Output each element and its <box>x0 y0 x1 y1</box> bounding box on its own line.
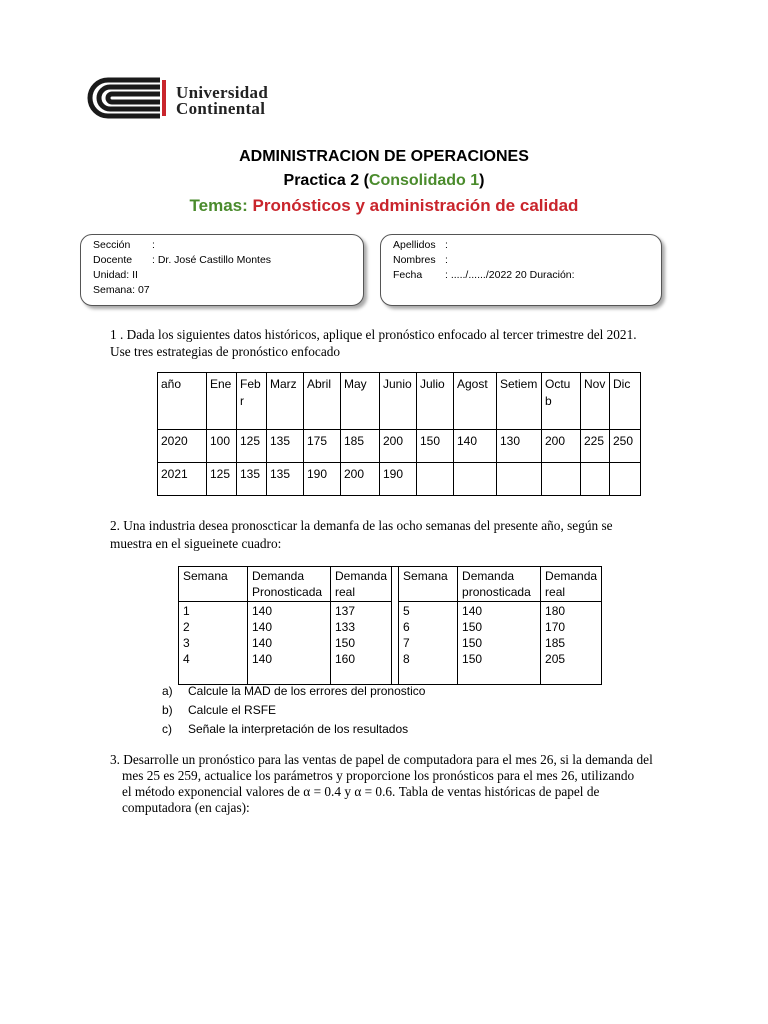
q2-demand-table <box>178 566 602 685</box>
table-cell: 7 <box>403 636 410 650</box>
table-cell: 125 <box>207 463 237 496</box>
q1-line-1: 1 . Dada los siguientes datos históricos, aplique el pronóstico enfocado al tercer trimestre del 2021. <box>110 327 637 342</box>
table-cell: 135 <box>237 463 267 496</box>
list-marker: c) <box>162 722 172 736</box>
seccion-label: Sección <box>93 239 131 251</box>
table-cell: 2021 <box>158 463 207 496</box>
logo-line-1: Universidad <box>176 83 269 102</box>
table-cell <box>581 463 610 496</box>
nombres-label: Nombres <box>393 254 436 266</box>
table-cell: 140 <box>252 636 273 650</box>
table-cell: 130 <box>497 430 542 463</box>
table-cell: 140 <box>252 620 273 634</box>
header-cell: Demanda pronosticada <box>458 567 541 602</box>
topics-text: Pronósticos y administración de calidad <box>247 196 579 215</box>
course-info-box <box>80 234 364 306</box>
header-cell: Demanda real <box>541 567 602 602</box>
table-cell: 2020 <box>158 430 207 463</box>
table-cell: 160 <box>335 652 356 666</box>
table-cell: 140 <box>252 652 273 666</box>
table-cell: 4 <box>183 652 190 666</box>
header-cell: año <box>158 373 207 430</box>
table-cell: 205 <box>545 652 566 666</box>
apellidos-label: Apellidos <box>393 239 436 251</box>
table-cell-pron-left <box>248 602 331 685</box>
table-cell <box>610 463 641 496</box>
table-row <box>158 463 641 496</box>
logo-line-2: Continental <box>176 99 266 118</box>
table-cell-semana-left <box>179 602 248 685</box>
header-cell: Julio <box>417 373 454 430</box>
university-logo <box>86 76 296 122</box>
list-item <box>162 703 276 717</box>
seccion-value: : <box>152 239 155 251</box>
fecha-label: Fecha <box>393 269 423 281</box>
list-marker: a) <box>162 684 173 698</box>
table-cell: 150 <box>462 636 483 650</box>
header-cell: Marz <box>267 373 304 430</box>
table-row <box>179 602 602 685</box>
semana-text: Semana: 07 <box>93 284 150 296</box>
header-cell: Octu b <box>542 373 581 430</box>
fecha-value: : ...../....../2022 20 Duración: <box>445 269 575 281</box>
table-cell: 3 <box>183 636 190 650</box>
apellidos-value: : <box>445 239 448 251</box>
topics-title <box>0 196 768 216</box>
course-title: ADMINISTRACION DE OPERACIONES <box>239 148 529 165</box>
table-cell <box>417 463 454 496</box>
docente-label: Docente <box>93 254 133 266</box>
table-cell: 150 <box>335 636 356 650</box>
table-cell <box>542 463 581 496</box>
table-cell <box>497 463 542 496</box>
table-cell: 180 <box>545 604 566 618</box>
list-marker: b) <box>162 703 173 717</box>
list-item <box>162 722 408 736</box>
table-cell: 150 <box>417 430 454 463</box>
practice-consolidado: Consolidado 1 <box>368 172 480 189</box>
header-cell: Dic <box>610 373 641 430</box>
table-cell: 6 <box>403 620 410 634</box>
table-gap <box>392 567 399 685</box>
header-cell: Nov <box>581 373 610 430</box>
table-cell: 133 <box>335 620 356 634</box>
list-text: Calcule el RSFE <box>188 703 277 717</box>
header-cell: Agost <box>454 373 497 430</box>
table-cell: 250 <box>610 430 641 463</box>
header-cell: Semana <box>179 567 248 602</box>
table-cell-real-left <box>331 602 392 685</box>
table-cell: 100 <box>207 430 237 463</box>
q3-line-2: mes 25 es 259, actualice los parámetros y proporcione los pronósticos para el mes 26, utilizando <box>122 768 635 783</box>
header-cell: Demanda real <box>331 567 392 602</box>
table-row <box>158 430 641 463</box>
table-cell: 185 <box>545 636 566 650</box>
table-cell: 8 <box>403 652 410 666</box>
table-cell: 2 <box>183 620 190 634</box>
unidad-text: Unidad: II <box>93 269 138 281</box>
table-cell: 135 <box>267 463 304 496</box>
q3-line-3: el método exponencial valores de α = 0.4 y α = 0.6. Tabla de ventas históricas de papel de <box>122 784 600 799</box>
table-cell: 200 <box>380 430 417 463</box>
table-header-row <box>179 567 602 602</box>
docente-value: : Dr. José Castillo Montes <box>152 254 272 266</box>
header-cell: May <box>341 373 380 430</box>
table-cell: 125 <box>237 430 267 463</box>
table-cell: 140 <box>462 604 483 618</box>
table-cell: 140 <box>252 604 273 618</box>
table-cell: 200 <box>341 463 380 496</box>
table-cell: 225 <box>581 430 610 463</box>
table-cell-semana-right <box>399 602 458 685</box>
header-cell: Abril <box>304 373 341 430</box>
header-cell: Junio <box>380 373 417 430</box>
table-cell: 137 <box>335 604 356 618</box>
table-cell: 140 <box>454 430 497 463</box>
table-cell <box>454 463 497 496</box>
table-cell-pron-right <box>458 602 541 685</box>
list-text: Calcule la MAD de los errores del pronostico <box>188 684 426 698</box>
table-cell-real-right <box>541 602 602 685</box>
nombres-value: : <box>445 254 448 266</box>
list-text: Señale la interpretación de los resultados <box>188 722 409 736</box>
q3-line-1: 3. Desarrolle un pronóstico para las ventas de papel de computadora para el mes 26, si la demanda del <box>110 752 653 767</box>
q2-line-2: muestra en el sigueinete cuadro: <box>110 536 282 551</box>
table-cell: 190 <box>380 463 417 496</box>
table-cell: 5 <box>403 604 410 618</box>
list-item <box>162 684 425 698</box>
table-header-row <box>158 373 641 430</box>
table-cell: 170 <box>545 620 566 634</box>
q3-line-4: computadora (en cajas): <box>122 800 250 815</box>
table-cell: 1 <box>183 604 190 618</box>
topics-label: Temas: <box>189 196 248 215</box>
table-cell: 200 <box>542 430 581 463</box>
practice-prefix: Practica 2 ( <box>283 172 369 189</box>
header-cell: Ene <box>207 373 237 430</box>
practice-suffix: ) <box>479 172 485 189</box>
student-info-box <box>380 234 662 306</box>
q2-line-1: 2. Una industria desea pronoscticar la demanfa de las ocho semanas del presente año, según se <box>110 518 613 533</box>
header-cell: Semana <box>399 567 458 602</box>
continental-logo-icon <box>86 76 166 120</box>
table-cell: 185 <box>341 430 380 463</box>
table-cell: 135 <box>267 430 304 463</box>
header-cell: Demanda Pronosticada <box>248 567 331 602</box>
table-cell: 175 <box>304 430 341 463</box>
practice-title <box>0 172 768 190</box>
table-cell: 190 <box>304 463 341 496</box>
q1-history-table <box>157 372 641 496</box>
table-cell: 150 <box>462 652 483 666</box>
header-cell: Feb r <box>237 373 267 430</box>
table-cell: 150 <box>462 620 483 634</box>
q1-line-2: Use tres estrategias de pronóstico enfocado <box>110 344 341 359</box>
header-cell: Setiem <box>497 373 542 430</box>
